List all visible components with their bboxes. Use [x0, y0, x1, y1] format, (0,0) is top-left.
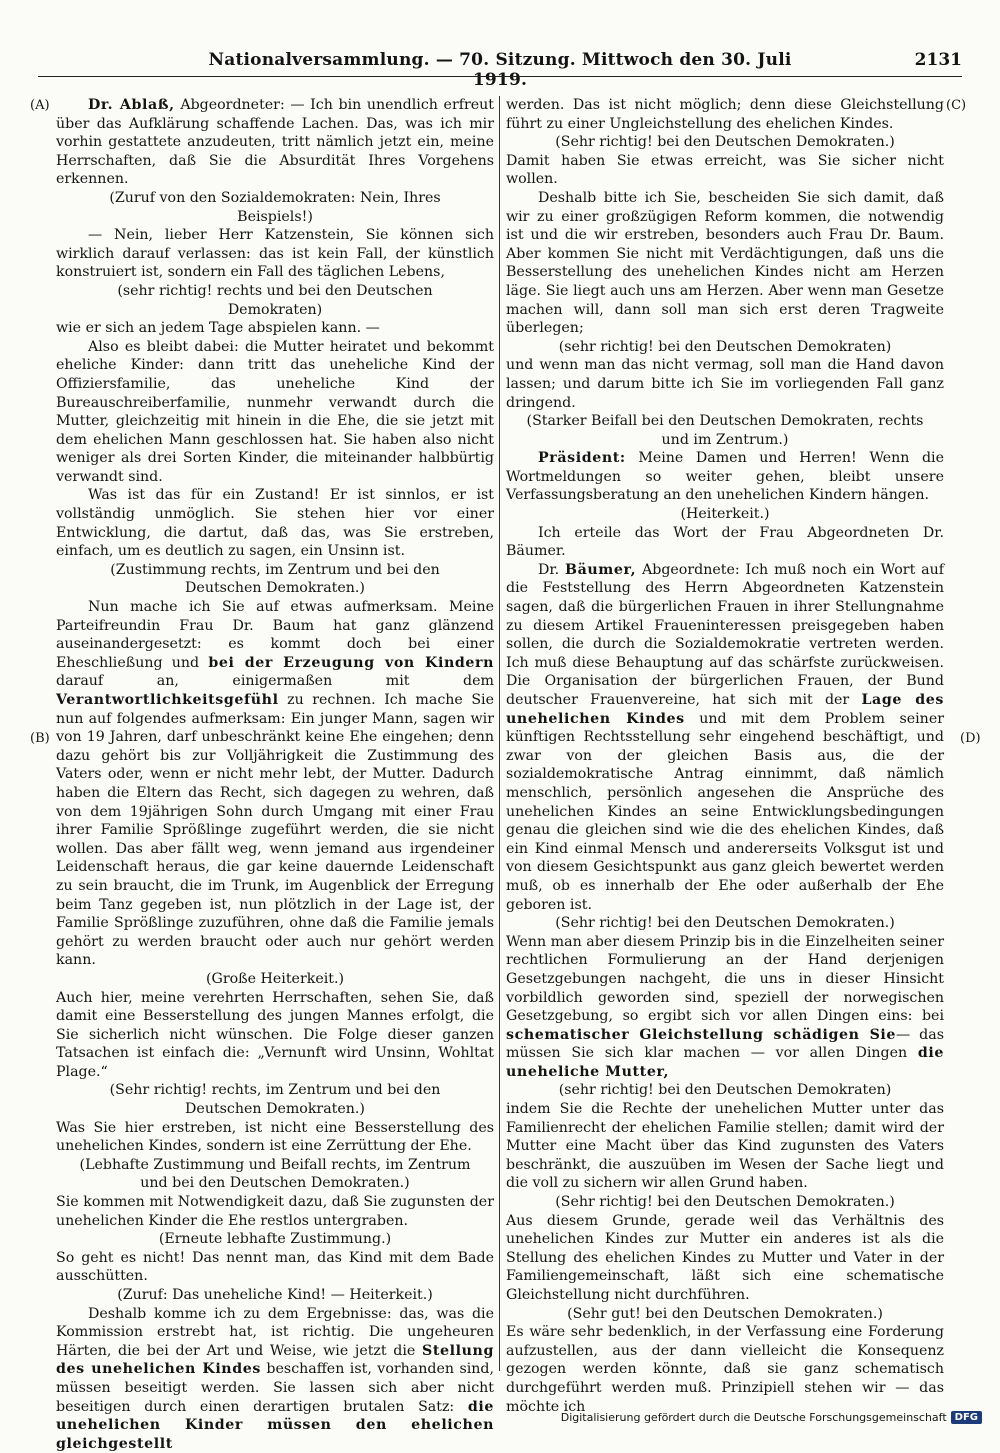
- paragraph: wie er sich an jedem Tage abspielen kann. —: [56, 320, 380, 337]
- paragraph: Deshalb bitte ich Sie, bescheiden Sie sich damit, daß wir zu einer großzügigen Reform kommen, die notwendig ist und die wir erstreben, besonders auch Frau Dr. Baum. Aber kommen Sie nicht mit Verdächtigungen, daß uns die Besserstellung des unehelichen Kindes nicht am Herzen läge. Sie liegt auch uns am Herzen. Aber wenn man Gesetze machen will, dann soll man sich erst deren Tragweite überlegen;: [506, 189, 944, 337]
- interjection: (Sehr richtig! bei den Deutschen Demokraten.): [555, 1194, 895, 1211]
- interjection: (Zuruf von den Sozialdemokraten: Nein, Ihres Beispiels!): [109, 189, 441, 225]
- interjection: (Sehr gut! bei den Deutschen Demokraten.): [567, 1305, 883, 1322]
- interjection: (Sehr richtig! rechts, im Zentrum und bei den Deutschen Demokraten.): [109, 1082, 441, 1118]
- emphasis: die uneheliche Mutter,: [506, 1045, 944, 1080]
- paragraph: Damit haben Sie etwas erreicht, was Sie sicher nicht wollen.: [506, 152, 944, 188]
- margin-marker-d: (D): [960, 731, 981, 746]
- paragraph: Dr. Bäumer, Abgeordnete: Ich muß noch ein Wort auf die Feststellung des Herrn Abgeordneten Katzenstein sagen, daß die bürgerlichen Frauen in ihrer Stellungnahme zu diesem Artikel Fraueninteressen preisgegeben haben sollen, die durch die Sozialdemokratie vertreten werden. Ich muß diese Behauptung auf das schärfste zurückweisen. Die Organisation der bürgerlichen Frauen, der Bund deutscher Frauenvereine, hat sich mit der Lage des unehelichen Kindes und mit dem Problem seiner künftigen Rechtsstellung sehr eingehend beschäftigt, und zwar von der gleichen Basis aus, die der sozialdemokratische Antrag einnimmt, daß nämlich menschlich, persönlich angesehen die Ansprüche des unehelichen Kindes an seine Entwicklungsbedingungen genau die gleichen sind wie die des ehelichen Kindes, daß ein Kind einmal Mensch und andererseits Volksgut ist und von diesem Gesichtspunkt aus ganz gleich bewertet werden muß, ob es innerhalb der Ehe oder außerhalb der Ehe geboren ist.: [506, 561, 945, 913]
- interjection: (sehr richtig! rechts und bei den Deutschen Demokraten): [117, 282, 433, 318]
- speaker-name: Bäumer,: [565, 561, 637, 578]
- paragraph: Es wäre sehr bedenklich, in der Verfassung eine Forderung aufzustellen, aus der dann vielleicht die Konsequenz gezogen werden könnte, daß sie ganz schematisch durchgeführt werden muß. Prinzipiell stehen wir — das möchte ich: [506, 1324, 944, 1415]
- interjection: (Erneute lebhafte Zustimmung.): [158, 1231, 392, 1248]
- interjection: (Große Heiterkeit.): [205, 970, 345, 987]
- paragraph: Wenn man aber diesem Prinzip bis in die Einzelheiten seiner rechtlichen Formulierung an der Hand derjenigen Gesetzgebungen nachgeht, die uns in dieser Hinsicht vorbildlich geworden sind, speziell der norwegischen Gesetzgebung, so ergibt sich vor allen Dingen eins: bei schematischer Gleichstellung schädigen Sie— das müssen Sie sich klar machen — vor allen Dingen die uneheliche Mutter,: [506, 933, 944, 1080]
- paragraph: — Nein, lieber Herr Katzenstein, Sie können sich wirklich darauf verlassen: das ist kein Fall, der künstlich konstruiert ist, sondern ein Fall des täglichen Lebens,: [56, 227, 494, 281]
- page-number: 2131: [914, 50, 962, 70]
- paragraph: werden. Das ist nicht möglich; denn diese Gleichstellung führt zu einer Ungleichstellung des ehelichen Kindes.: [506, 97, 944, 132]
- interjection: (Zuruf: Das uneheliche Kind! — Heiterkeit.): [117, 1287, 433, 1303]
- paragraph: Was ist das für ein Zustand! Er ist sinnlos, er ist vollständig unmöglich. Sie stehen hier vor einer Entwicklung, die dartut, daß das, was Sie erstreben, einfach, um es deutlich zu sagen, ein Unsinn ist.: [56, 487, 494, 560]
- paragraph: Auch hier, meine verehrten Herrschaften, sehen Sie, daß damit eine Besserstellung des jungen Mannes erfolgt, die Sie sicherlich nicht wünschen. Die Folge dieser ganzen Tatsachen ist einfach die: „Vernunft wird Unsinn, Wohltat Plage.“: [56, 989, 494, 1080]
- emphasis: Verantwortlichkeitsgefühl: [56, 692, 279, 708]
- right-column: [506, 96, 945, 1415]
- column-divider: [499, 96, 500, 1371]
- emphasis: bei der Erzeugung von Kindern: [208, 654, 495, 671]
- paragraph: Was Sie hier erstreben, ist nicht eine Besserstellung des unehelichen Kindes, sondern ist eine Zerrüttung der Ehe.: [56, 1119, 494, 1155]
- paragraph: So geht es nicht! Das nennt man, das Kind mit dem Bade ausschütten.: [56, 1249, 494, 1285]
- interjection: (Heiterkeit.): [680, 506, 770, 523]
- margin-marker-a: (A): [30, 98, 50, 113]
- paragraph: Ich erteile das Wort der Frau Abgeordneten Dr. Bäumer.: [506, 524, 944, 560]
- paragraph: Deshalb komme ich zu dem Ergebnisse: das, was die Kommission erstrebt hat, ist richtig. Die ungeheuren Härten, die bei der Art und Weise, wie jetzt die Stellung des unehelichen Kindes beschaffen ist, vorhanden sind, müssen beseitigt werden. Sie lassen sich aber nicht beseitigen durch einen derartigen brutalen Satz: die unehelichen Kinder müssen den ehelichen gleichgestellt: [56, 1305, 494, 1452]
- emphasis: die unehelichen Kinder müssen den ehelichen gleichgestellt: [56, 1398, 494, 1452]
- margin-marker-c: (C): [946, 98, 967, 113]
- paragraph: indem Sie die Rechte der unehelichen Mutter unter das Familienrecht der ehelichen Familie stellen; damit wird der Mutter eine Macht über das Kind zugunsten des Vaters beschränkt, die auszuüben im Wesen der Sache liegt und die voll zu sichern wir allen Grund haben.: [506, 1101, 944, 1192]
- speaker-name: Präsident:: [538, 450, 626, 467]
- page-title: Nationalversammlung. — 70. Sitzung. Mittwoch den 30. Juli 1919.: [208, 50, 792, 90]
- paragraph: Präsident: Meine Damen und Herren! Wenn die Wortmeldungen so weiter gehen, bleibt unsere Verfassungsberatung an den unehelichen Kindern hängen.: [506, 450, 944, 504]
- interjection: (Sehr richtig! bei den Deutschen Demokraten.): [555, 134, 895, 151]
- paragraph: Sie kommen mit Notwendigkeit dazu, daß Sie zugunsten der unehelichen Kinder die Ehe restlos untergraben.: [56, 1194, 494, 1229]
- interjection: (sehr richtig! bei den Deutschen Demokraten): [558, 1082, 892, 1099]
- emphasis: schematischer Gleichstellung schädigen Sie: [506, 1026, 897, 1043]
- dfg-logo: DFG: [951, 1411, 982, 1424]
- paragraph: Dr. Ablaß, Abgeordneter: — Ich bin unendlich erfreut über das Aufklärung schaffende Lachen. Das, was ich mir vorhin gestattete anzudeuten, tritt nämlich jetzt ein, meine Herrschaften, daß Sie die Absurdität Ihres Vorgehens erkennen.: [56, 97, 494, 188]
- emphasis: Stellung des unehelichen Kindes: [56, 1342, 494, 1378]
- emphasis: Lage des unehelichen Kindes: [506, 692, 945, 727]
- speaker-name: Dr. Ablaß,: [88, 97, 175, 113]
- page-header: [0, 50, 1000, 90]
- interjection: (Sehr richtig! bei den Deutschen Demokraten.): [555, 915, 895, 932]
- paragraph: Also es bleibt dabei: die Mutter heiratet und bekommt eheliche Kinder: dann tritt das uneheliche Kind der Offiziersfamilie, das uneheliche Kind der Bureauschreiberfamilie, nunmehr verwandt durch die Mutter, gleichzeitig mit hinein in die Ehe, die sie jetzt mit dem ehelichen Mann geschlossen hat. Sie haben also nicht weniger als drei Sorten Kinder, die miteinander halbbürtig verwandt sind.: [56, 338, 494, 485]
- left-column: [56, 96, 495, 1452]
- digitization-credit: [561, 1411, 982, 1424]
- credit-text: Digitalisierung gefördert durch die Deutsche Forschungsgemeinschaft: [560, 1411, 947, 1424]
- interjection: (Starker Beifall bei den Deutschen Demokraten, rechts und im Zentrum.): [526, 413, 924, 448]
- paragraph: und wenn man das nicht vermag, soll man die Hand davon lassen; und darum bitte ich Sie im vorliegenden Fall ganz dringend.: [506, 357, 944, 411]
- header-rule: [38, 76, 962, 77]
- interjection: (Lebhafte Zustimmung und Beifall rechts, im Zentrum und bei den Deutschen Demokraten.): [79, 1156, 471, 1192]
- paragraph: Nun mache ich Sie auf etwas aufmerksam. Meine Parteifreundin Frau Dr. Baum hat ganz glänzend auseinandergesetzt: es kommt doch bei einer Eheschließung und bei der Erzeugung von Kindern darauf an, einigermaßen mit dem Verantwortlichkeitsgefühl zu rechnen. Ich mache Sie nun auf folgendes aufmerksam: Ein junger Mann, sagen wir von 19 Jahren, darf unbeschränkt keine Ehe eingehen; denn dazu gehört bis zur Volljährigkeit die Zustimmung des Vaters oder, wenn er nicht mehr lebt, der Mutter. Dadurch haben die Eltern das Recht, sich dagegen zu wehren, daß von dem 19jährigen Sohn durch Umgang mit einer Frau ihrer Familie Sprößlinge zugeführt werden, die sie nicht wollen. Das aber fällt weg, wenn jemand aus irgendeiner Leidenschaft heraus, die gar keine dauernde Leidenschaft zu sein braucht, die im Trunk, im Augenblick der Erregung beim Tanz gegeben ist, nun plötzlich in der Lage ist, der Familie Sprößlinge zuzuführen, ohne daß die Familie jemals gehört zu werden braucht oder auch nur gehört werden kann.: [56, 599, 495, 969]
- interjection: (sehr richtig! bei den Deutschen Demokraten): [558, 338, 892, 355]
- interjection: (Zustimmung rechts, im Zentrum und bei den Deutschen Demokraten.): [110, 561, 440, 597]
- paragraph: Aus diesem Grunde, gerade weil das Verhältnis des unehelichen Kindes zur Mutter ein anderes ist als die Stellung des ehelichen Kindes zu Mutter und Vater in der Familiengemeinschaft, läßt sich eine schematische Gleichstellung nicht durchführen.: [506, 1212, 944, 1303]
- margin-marker-b: (B): [30, 731, 50, 746]
